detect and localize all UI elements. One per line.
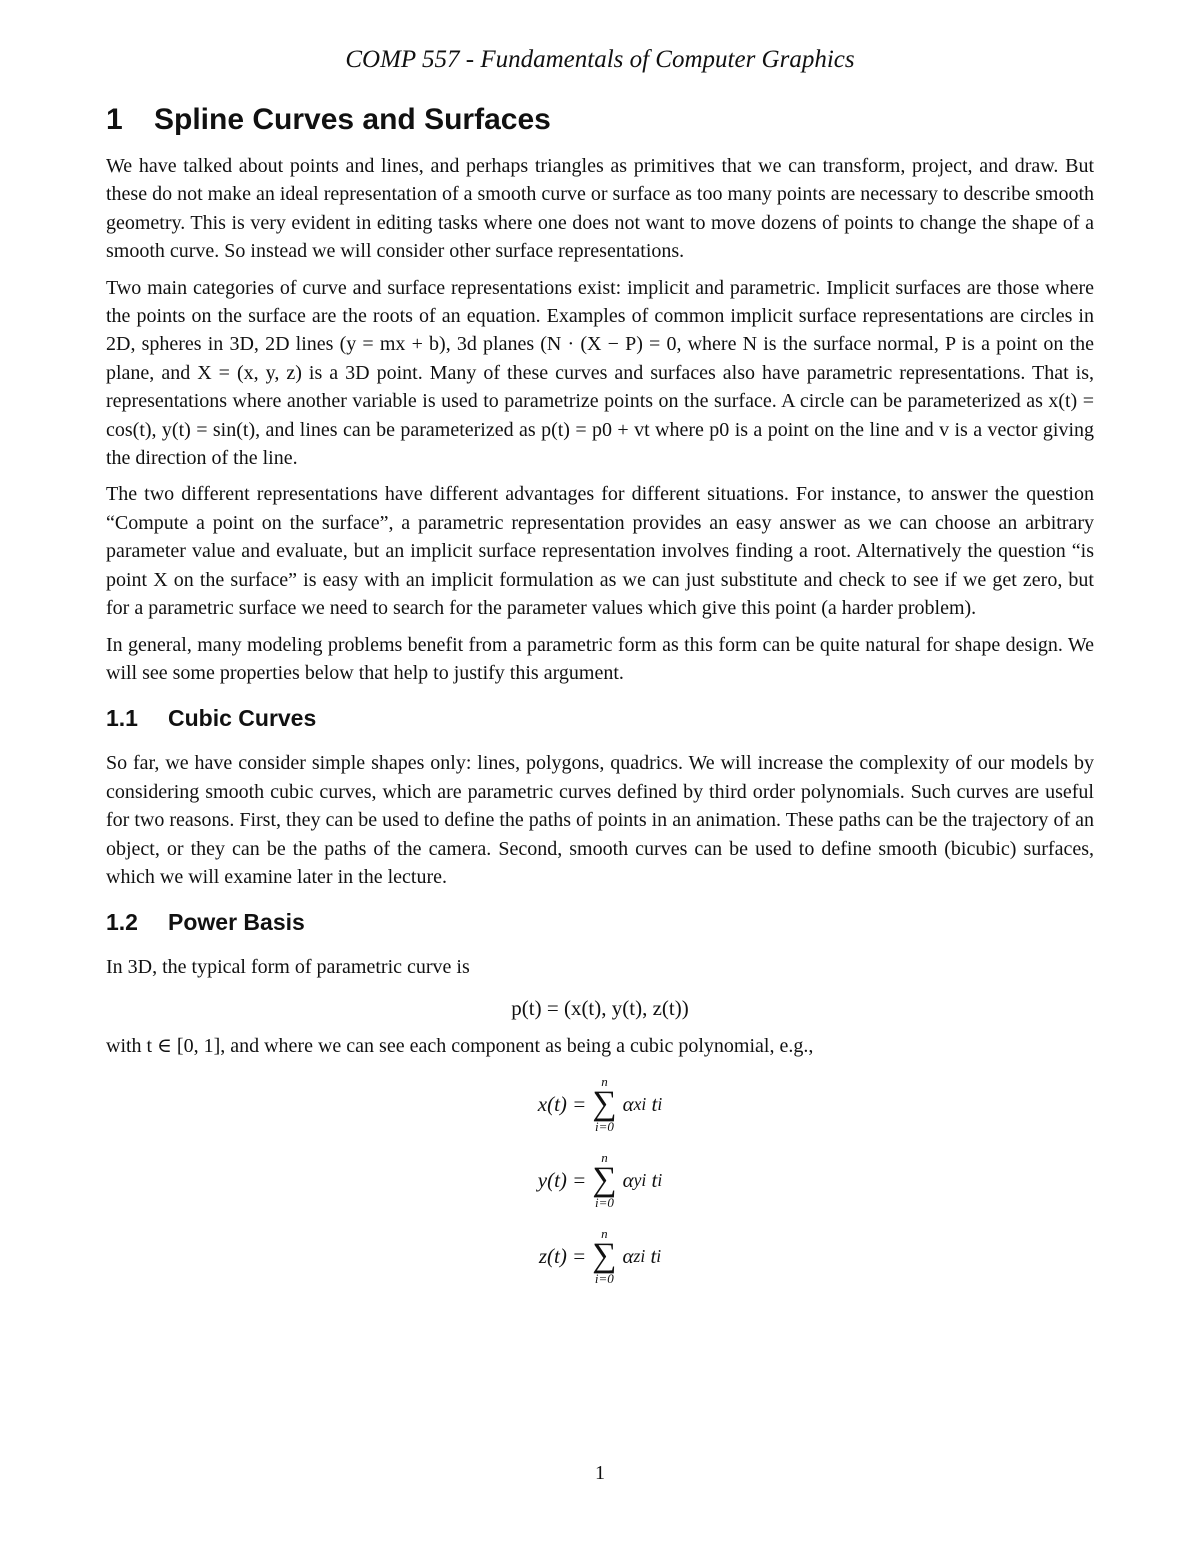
exponent: i bbox=[656, 1245, 662, 1266]
sum-lower-limit: i=0 bbox=[595, 1195, 614, 1211]
summation-symbol bbox=[592, 1227, 616, 1285]
sum-upper-limit: n bbox=[601, 1150, 608, 1166]
coefficient-subscript: zi bbox=[633, 1245, 646, 1266]
coefficient-subscript: xi bbox=[633, 1093, 647, 1114]
sigma-glyph: ∑ bbox=[592, 1085, 617, 1123]
paragraph: The two different representations have different advantages for different situations. For instance, to answer the question “Compute a point on the surface”, a parametric representation provides an easy answer as we can choose an arbitrary parameter value and evaluate, but an implicit surface representation involves finding a root. Alternatively the question “is point X on the surface” is easy with an implicit formulation as we can just substitute and check to see if we get zero, but for a parametric surface we need to search for the parameter values which give this point (a harder problem). bbox=[106, 483, 1094, 620]
paragraph: Two main categories of curve and surface representations exist: implicit and parametric. Implicit surfaces are those where the points on the surface are the roots of an equation. Examples of common implicit surface representations are circles in 2D, spheres in 3D, 2D lines (y = mx + b), 3d planes (N · (X − P) = 0, where N is the surface normal, P is a point on the plane, and X = (x, y, z) is a 3D point. Many of these curves and surfaces also have parametric representations. That is, representations where another variable is used to parametrize points on the surface. A circle can be parameterized as x(t) = cos(t), y(t) = sin(t), and lines can be parameterized as p(t) = p0 + vt where p0 is a point on the line and v is a vector giving the direction of the line. bbox=[106, 276, 1094, 470]
page-number: 1 bbox=[595, 1462, 605, 1484]
paragraph: In general, many modeling problems benefit from a parametric form as this form can be quite natural for shape design. We will see some properties below that help to justify this argument. bbox=[106, 633, 1094, 684]
subsection-heading bbox=[106, 703, 1094, 733]
subsection-heading bbox=[106, 907, 1094, 937]
variable: t bbox=[651, 1167, 658, 1192]
paragraph: So far, we have consider simple shapes only: lines, polygons, quadrics. We will increase the complexity of our models by considering smooth cubic curves, which are parametric curves defined by third order polynomials. Such curves are useful for two reasons. First, they can be used to define the paths of points in an animation. These paths can be the trajectory of an object, or they can be the paths of the camera. Second, smooth curves can be used to define smooth (bicubic) surfaces, which we will examine later in the lecture. bbox=[106, 752, 1094, 888]
coefficient: α bbox=[622, 1091, 634, 1116]
subsection-number: 1.1 bbox=[106, 705, 138, 732]
section-number: 1 bbox=[106, 103, 123, 136]
equation-lhs: y(t) = bbox=[537, 1167, 587, 1192]
paragraph: We have talked about points and lines, and perhaps triangles as primitives that we can transform, project, and draw. But these do not make an ideal representation of a smooth curve or surface as too many points are necessary to describe smooth geometry. This is very evident in editing tasks where one does not want to move dozens of points to change the shape of a smooth curve. So instead we will consider other surface representations. bbox=[106, 155, 1095, 263]
summation-symbol bbox=[592, 1151, 616, 1209]
page-content bbox=[106, 96, 1094, 1294]
subsection-title: Cubic Curves bbox=[168, 705, 317, 732]
summation-symbol bbox=[592, 1075, 616, 1133]
coefficient: α bbox=[622, 1243, 634, 1268]
paragraph: In 3D, the typical form of parametric curve is bbox=[106, 956, 470, 979]
paragraph: with t ∈ [0, 1], and where we can see each component as being a cubic polynomial, e.g., bbox=[106, 1034, 814, 1057]
coefficient-subscript: yi bbox=[633, 1169, 647, 1190]
equation-sum-x bbox=[106, 1068, 1094, 1140]
coefficient: α bbox=[622, 1167, 634, 1192]
sigma-glyph: ∑ bbox=[592, 1237, 617, 1275]
sum-upper-limit: n bbox=[601, 1074, 608, 1090]
equation-sum-z bbox=[106, 1220, 1094, 1292]
exponent: i bbox=[657, 1169, 663, 1190]
sum-lower-limit: i=0 bbox=[594, 1271, 614, 1287]
section-heading bbox=[106, 96, 1094, 144]
sigma-glyph: ∑ bbox=[592, 1161, 617, 1199]
variable: t bbox=[650, 1243, 657, 1268]
running-header: COMP 557 - Fundamentals of Computer Graphics bbox=[345, 46, 855, 73]
subsection-title: Power Basis bbox=[168, 909, 305, 936]
subsection-number: 1.2 bbox=[106, 909, 138, 936]
equation-curve: p(t) = (x(t), y(t), z(t)) bbox=[511, 995, 689, 1020]
sum-upper-limit: n bbox=[601, 1226, 608, 1242]
equation-sum-y bbox=[106, 1144, 1094, 1216]
equation-lhs: x(t) = bbox=[537, 1091, 587, 1116]
exponent: i bbox=[657, 1093, 663, 1114]
equation-lhs: z(t) = bbox=[538, 1243, 587, 1268]
variable: t bbox=[651, 1091, 658, 1116]
section-title: Spline Curves and Surfaces bbox=[154, 103, 551, 136]
sum-lower-limit: i=0 bbox=[595, 1119, 614, 1135]
